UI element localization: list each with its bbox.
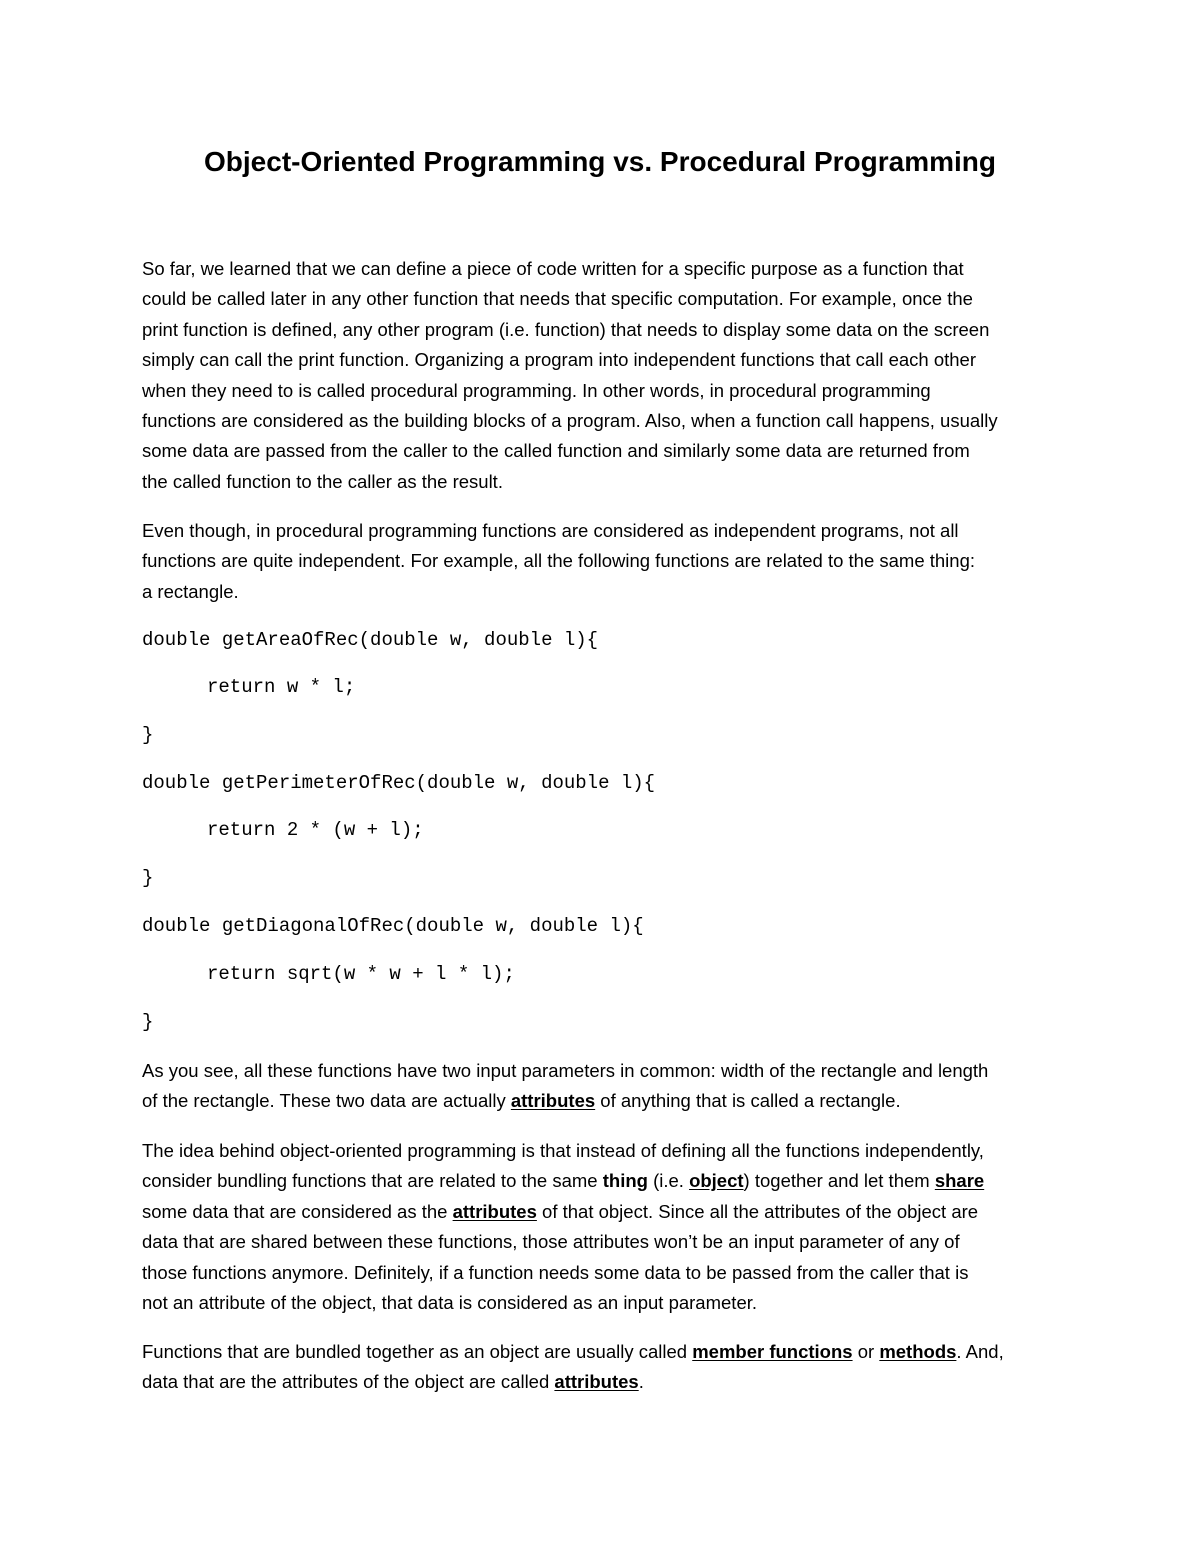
text-line: some data that are considered as the attributes of that object. Since all the attributes of the object are [142,1200,979,1222]
text-line: the called function to the caller as the result. [142,470,503,492]
text-line: functions are considered as the building blocks of a program. Also, when a function call happens, usually [142,410,998,432]
text-line: a rectangle. [142,580,239,602]
code-diagonal-body: return sqrt(w * w + l * l); [207,963,515,985]
text-line: simply can call the print function. Organizing a program into independent functions that call each other [142,349,977,371]
term-object: object [689,1170,744,1192]
term-member-functions: member functions [692,1341,853,1362]
paragraph-member-functions [142,1337,1072,1398]
code-perimeter-close: } [142,867,154,889]
text-line: not an attribute of the object, that data is considered as an input parameter. [142,1292,758,1314]
document-title: Object-Oriented Programming vs. Procedural Programming [204,146,996,177]
text-line: could be called later in any other function that needs that specific computation. For example, once the [142,288,973,310]
code-perimeter-signature: double getPerimeterOfRec(double w, double l){ [142,772,656,794]
term-attributes: attributes [510,1090,596,1112]
code-area-signature: double getAreaOfRec(double w, double l){ [142,629,599,651]
text-line: some data are passed from the caller to the called function and similarly some data are returned from [142,440,970,462]
text-line: Even though, in procedural programming functions are considered as independent programs, not all [142,520,959,541]
code-diagonal-close: } [142,1011,154,1033]
text-line: So far, we learned that we can define a piece of code written for a specific purpose as a function that [142,258,964,279]
text-line: data that are the attributes of the object are called attributes. [142,1371,644,1393]
text-line: of the rectangle. These two data are actually attributes of anything that is called a rectangle. [142,1090,901,1112]
text-line: data that are shared between these functions, those attributes won’t be an input parameter of any of [142,1231,960,1253]
text-line: when they need to is called procedural programming. In other words, in procedural programming [142,379,931,401]
paragraph-common-parameters [142,1056,1072,1117]
text-line: functions are quite independent. For example, all the following functions are related to the same thing: [142,550,976,572]
code-perimeter-body: return 2 * (w + l); [207,819,424,841]
text-line: The idea behind object-oriented programming is that instead of defining all the functions independently, [142,1140,984,1161]
text-line: those functions anymore. Definitely, if a function needs some data to be passed from the caller that is [142,1261,969,1283]
code-area-close: } [142,724,154,746]
paragraph-oop-idea [142,1136,1072,1318]
term-methods: methods [879,1341,957,1362]
paragraph-procedural-intro [142,254,1072,497]
term-thing: thing [602,1170,648,1192]
text-line: As you see, all these functions have two input parameters in common: width of the rectangle and length [142,1060,989,1081]
paragraph-rectangle-example [142,516,1072,607]
text-line: Functions that are bundled together as an object are usually called member functions or methods. And, [142,1341,1004,1362]
code-diagonal-signature: double getDiagonalOfRec(double w, double l){ [142,915,644,937]
code-area-body: return w * l; [207,676,356,698]
term-attributes: attributes [452,1200,537,1222]
text-line: consider bundling functions that are related to the same thing (i.e. object) together and let them share [142,1170,985,1192]
term-attributes: attributes [554,1371,639,1393]
term-share: share [934,1170,985,1192]
text-line: print function is defined, any other program (i.e. function) that needs to display some data on the screen [142,318,990,340]
